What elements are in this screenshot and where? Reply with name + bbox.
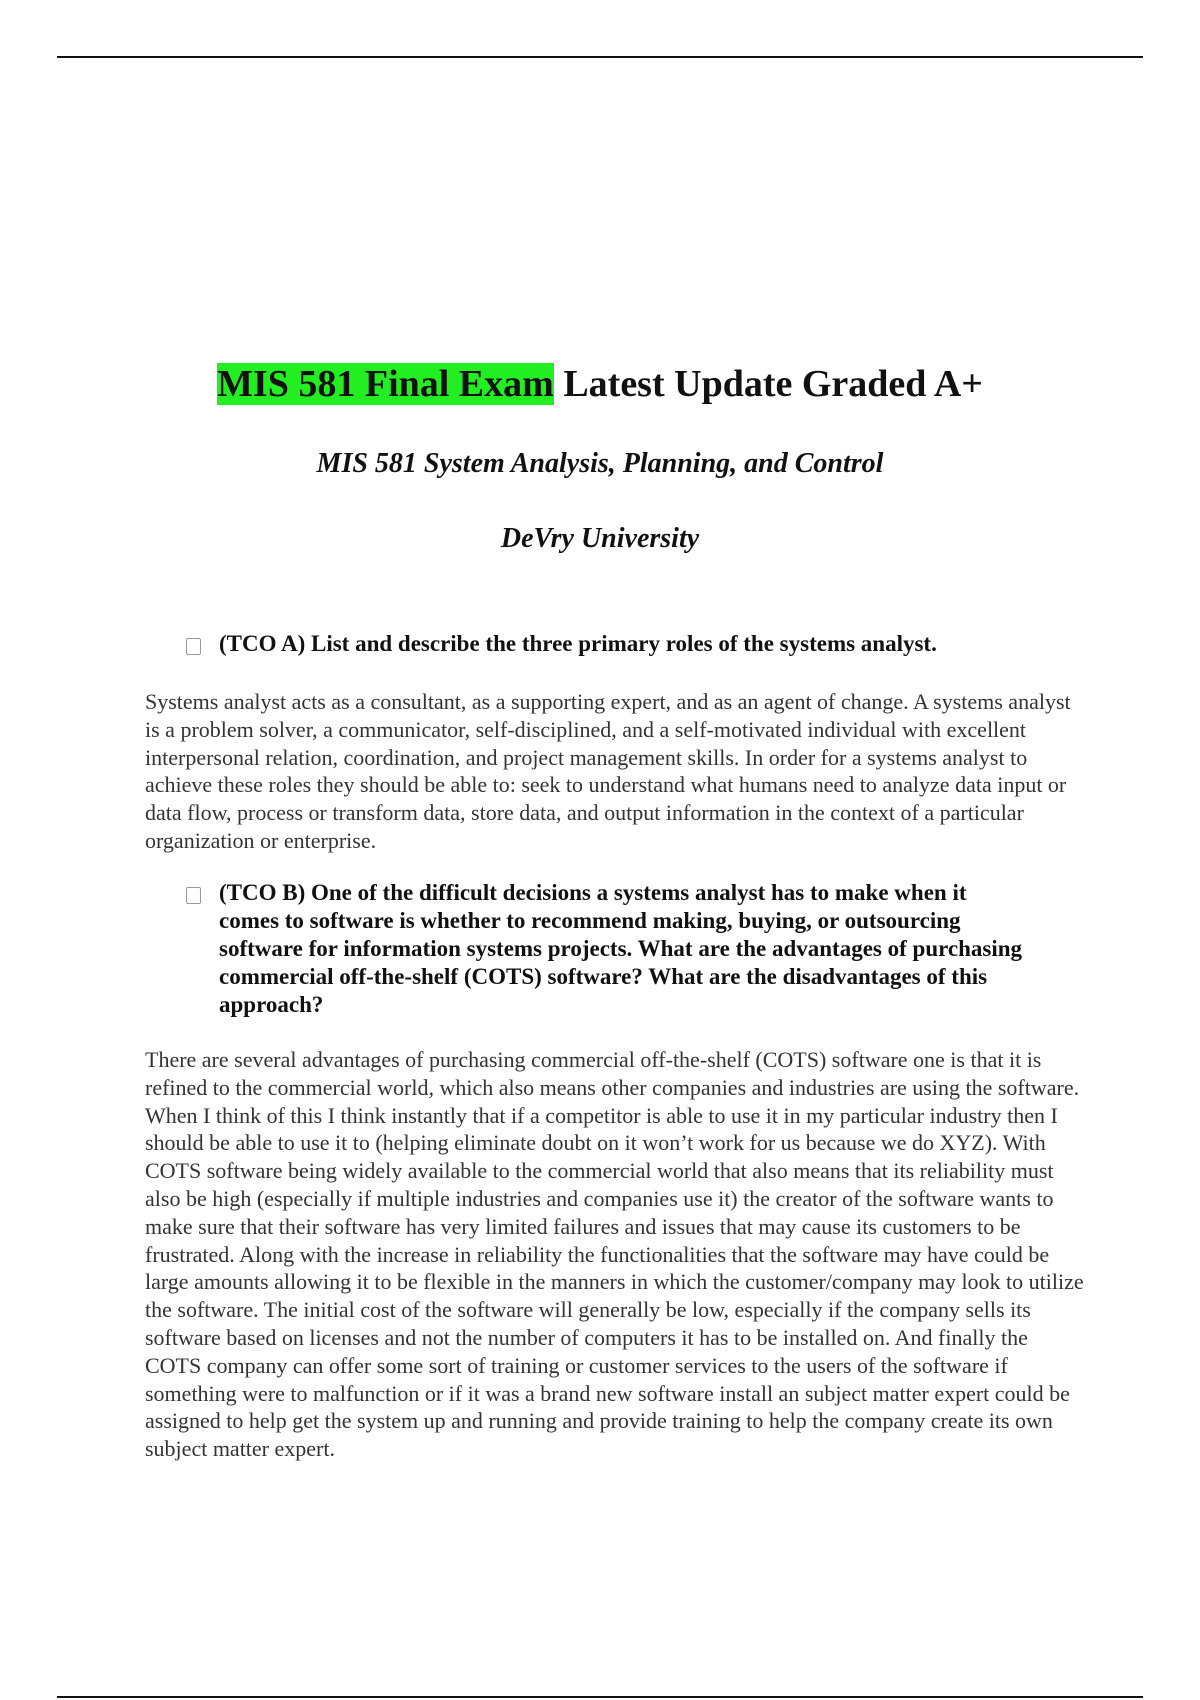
answer-1: Systems analyst acts as a consultant, as a supporting expert, and as an agent of change. A systems analyst is a problem solver, a communicator, self-disciplined, and a self-motivated individual with excellent interpersonal relation, coordination, and project management skills. In order for a systems analyst to achieve these roles they should be able to: seek to understand what humans need to analyze data input or data flow, process or transform data, store data, and output information in the context of a particular organization or enterprise. [145,689,1071,853]
checkbox-icon [186,638,201,655]
question-2 [186,879,1026,1019]
title-highlight: MIS 581 Final Exam [217,363,554,405]
bottom-rule [57,1696,1143,1698]
course-subtitle: MIS 581 System Analysis, Planning, and Control [316,448,884,479]
document-title [0,360,1200,408]
checkbox-icon [186,887,201,904]
title-rest: Latest Update Graded A+ [553,363,983,405]
question-1 [186,630,1026,658]
question-1-text: (TCO A) List and describe the three primary roles of the systems analyst. [219,631,937,656]
answer-2: There are several advantages of purchasing commercial off-the-shelf (COTS) software one is that it is refined to the commercial world, which also means other companies and industries are using the software. When I think of this I think instantly that if a competitor is able to use it in my particular industry then I should be able to use it to (helping eliminate doubt on it won’t work for us because we do XYZ). With COTS software being widely available to the commercial world that also means that its reliability must also be high (especially if multiple industries and companies use it) the creator of the software wants to make sure that their software has very limited failures and issues that may cause its customers to be frustrated. Along with the increase in reliability the functionalities that the software may have could be large amounts allowing it to be flexible in the manners in which the customer/company may look to utilize the software. The initial cost of the software will generally be low, especially if the company sells its software based on licenses and not the number of computers it has to be installed on. And finally the COTS company can offer some sort of training or customer services to the users of the software if something were to malfunction or if it was a brand new software install an subject matter expert could be assigned to help get the system up and running and provide training to help the company create its own subject matter expert. [145,1047,1084,1462]
top-rule [57,56,1143,58]
question-2-text: (TCO B) One of the difficult decisions a systems analyst has to make when it comes to software is whether to recommend making, buying, or outsourcing software for information systems projects. What are the advantages of purchasing commercial off-the-shelf (COTS) software? What are the disadvantages of this approach? [219,880,1023,1017]
school-subtitle: DeVry University [500,523,700,554]
